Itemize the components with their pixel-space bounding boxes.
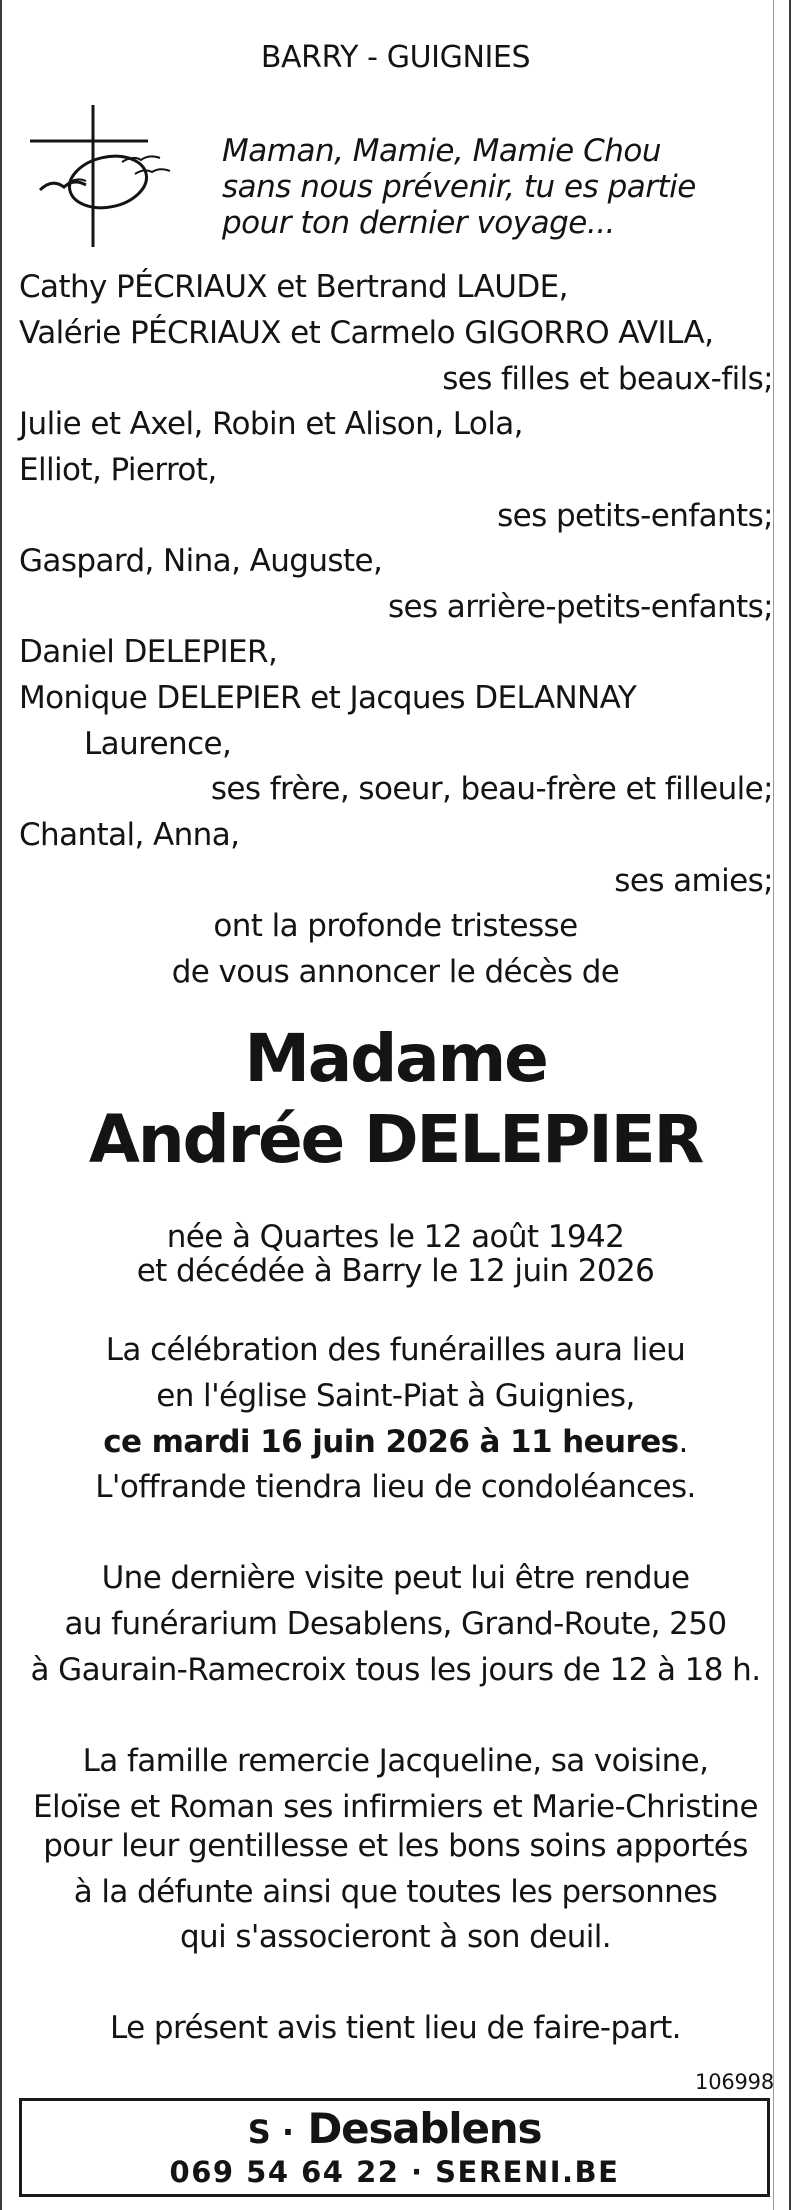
family-role-label: ses arrière-petits-enfants; [387,589,773,625]
family-role-label: ses frère, soeur, beau-frère et filleule; [210,771,773,807]
death-date-line: et décédée à Barry le 12 juin 2026 [136,1253,655,1289]
family-friends-line: Chantal, Anna, [19,817,240,853]
location-header: BARRY - GUIGNIES [260,40,531,75]
deceased-name: Andrée DELEPIER [88,1101,703,1178]
poem-line: pour ton dernier voyage... [222,205,615,241]
family-sibling-line: Laurence, [84,726,232,762]
announce-line: de vous annoncer le décès de [171,954,620,990]
thanks-line: pour leur gentillesse et les bons soins apportés [43,1828,748,1864]
thanks-line: qui s'associeront à son deuil. [179,1919,612,1955]
reference-number: 106998 [695,2070,774,2094]
closing-line: Le présent avis tient lieu de faire-part. [110,2010,681,2046]
funeral-datetime [0,1424,791,1460]
family-sibling-line: Daniel DELEPIER, [19,634,278,670]
thanks-line: à la défunte ainsi que toutes les personnes [73,1874,718,1910]
funeral-home-brand [22,2104,767,2153]
funeral-line: La célébration des funérailles aura lieu [105,1332,686,1368]
family-role-label: ses amies; [614,863,773,899]
family-grandchildren-line: Julie et Axel, Robin et Alison, Lola, [19,406,523,442]
visit-line: Une dernière visite peut lui être rendue [101,1560,690,1596]
thanks-line: Eloïse et Roman ses infirmiers et Marie-Christine [33,1789,758,1825]
family-daughter-line: Cathy PÉCRIAUX et Bertrand LAUDE, [19,269,568,305]
poem-line: Maman, Mamie, Mamie Chou [222,133,662,169]
visit-line: au funérarium Desablens, Grand-Route, 250 [64,1606,727,1642]
family-role-label: ses filles et beaux-fils; [442,361,773,397]
funeral-datetime-period: . [678,1424,688,1460]
family-role-label: ses petits-enfants; [497,498,773,534]
funeral-home-contact: 069 54 64 22 · SERENI.BE [169,2155,620,2189]
funeral-datetime-bold: ce mardi 16 juin 2026 à 11 heures [103,1424,679,1460]
family-great-grandchildren-line: Gaspard, Nina, Auguste, [19,543,383,579]
funeral-line: L'offrande tiendra lieu de condoléances. [95,1469,696,1505]
funeral-home-footer [19,2098,770,2197]
poem-line: sans nous prévenir, tu es partie [222,169,696,205]
cross-with-birds-icon [30,105,180,255]
deceased-title: Madame [244,1020,547,1097]
funeral-line: en l'église Saint-Piat à Guignies, [156,1378,635,1414]
thanks-line: La famille remercie Jacqueline, sa voisine, [82,1743,709,1779]
family-grandchildren-line: Elliot, Pierrot, [19,452,217,488]
visit-line: à Gaurain-Ramecroix tous les jours de 12 à 18 h. [30,1652,761,1688]
family-daughter-line: Valérie PÉCRIAUX et Carmelo GIGORRO AVILA, [19,315,714,351]
announce-line: ont la profonde tristesse [213,908,578,944]
family-sibling-line: Monique DELEPIER et Jacques DELANNAY [19,680,637,716]
birth-date-line: née à Quartes le 12 août 1942 [166,1219,625,1255]
brand-name: Desablens [307,2104,542,2153]
brand-initial: S · [247,2113,295,2151]
